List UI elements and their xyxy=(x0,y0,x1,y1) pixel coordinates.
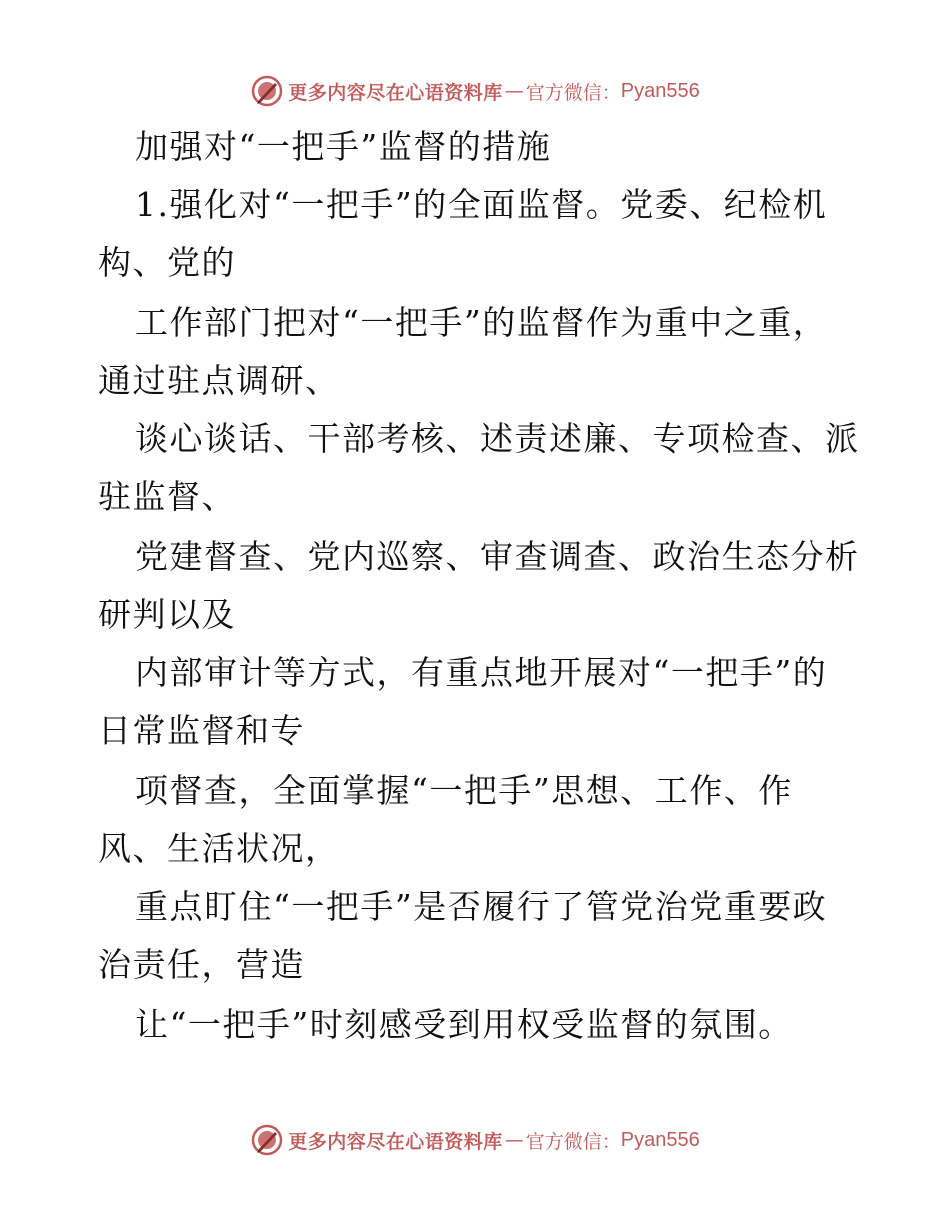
watermark-main-text: 更多内容尽在心语资料库 xyxy=(288,1130,503,1153)
paragraph-line: 重点盯住“一把手”是否履行了管党治党重要政 xyxy=(135,887,828,926)
watermark-wechat-label: 官方微信： xyxy=(525,1130,621,1153)
watermark-dash: — xyxy=(504,1129,524,1151)
paragraph-line: 让“一把手”时刻感受到用权受监督的氛围。 xyxy=(135,1005,793,1044)
pen-logo-icon xyxy=(250,74,284,108)
paragraph-line: 工作部门把对“一把手”的监督作为重中之重， xyxy=(135,303,828,342)
paragraph-line: 驻监督、 xyxy=(98,477,236,516)
paragraph-line: 风、生活状况， xyxy=(98,829,340,868)
paragraph-line: 日常监督和专 xyxy=(98,711,305,750)
paragraph-line: 构、党的 xyxy=(98,243,236,282)
watermark-dash: — xyxy=(504,80,524,102)
paragraph-line: 1.强化对“一把手”的全面监督。党委、纪检机 xyxy=(135,185,828,224)
document-title: 加强对“一把手”监督的措施 xyxy=(135,127,552,166)
footer-watermark xyxy=(0,1120,950,1160)
paragraph-line: 研判以及 xyxy=(98,595,236,634)
paragraph-line: 通过驻点调研、 xyxy=(98,361,340,400)
paragraph-line: 项督查，全面掌握“一把手”思想、工作、作 xyxy=(135,771,793,810)
paragraph-line: 谈心谈话、干部考核、述责述廉、专项检查、派 xyxy=(135,419,860,458)
paragraph-line: 内部审计等方式，有重点地开展对“一把手”的 xyxy=(135,653,828,692)
watermark-main-text: 更多内容尽在心语资料库 xyxy=(288,81,503,104)
paragraph-line: 治责任，营造 xyxy=(98,945,305,984)
header-watermark xyxy=(0,71,950,111)
pen-logo-icon xyxy=(250,1123,284,1157)
paragraph-line: 党建督查、党内巡察、审查调查、政治生态分析 xyxy=(135,537,860,576)
watermark-wechat-id: Pyan556 xyxy=(620,1128,700,1151)
watermark-wechat-label: 官方微信： xyxy=(525,81,621,104)
watermark-wechat-id: Pyan556 xyxy=(620,79,700,102)
